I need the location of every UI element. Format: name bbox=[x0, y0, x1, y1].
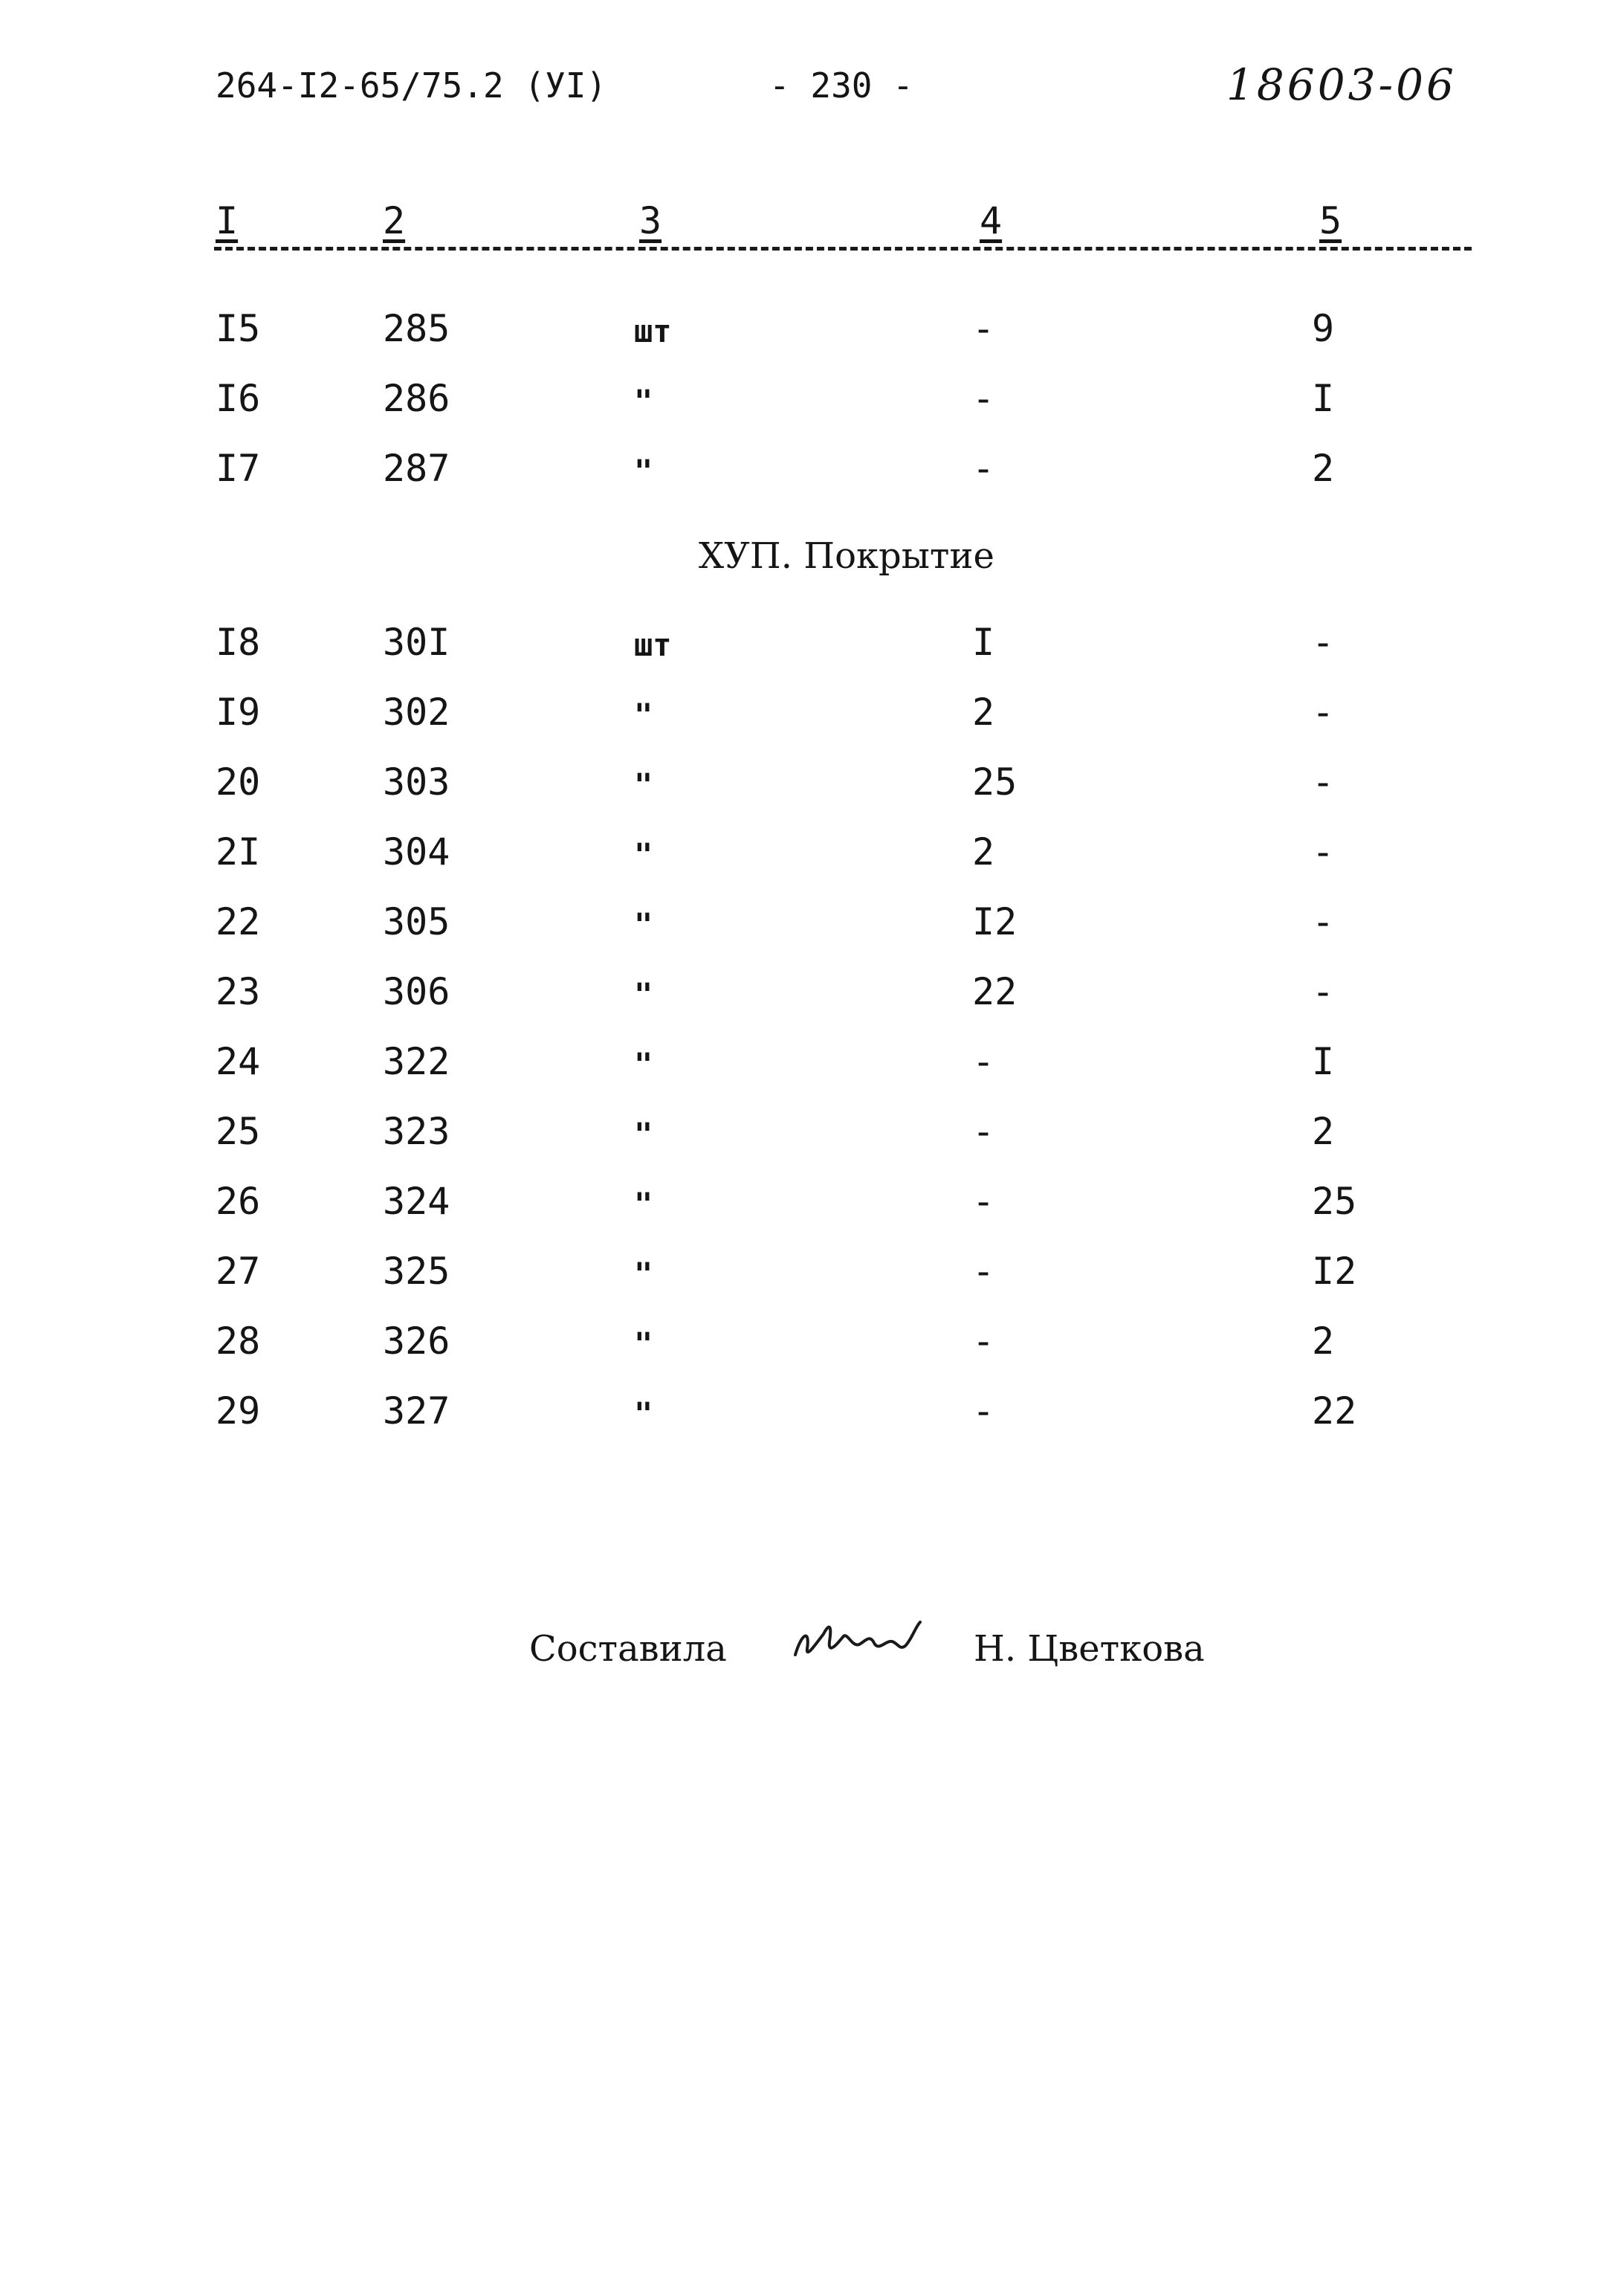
cell-qty-5: - bbox=[1312, 830, 1335, 874]
cell-qty-5: I bbox=[1312, 1040, 1335, 1083]
column-header-4: 4 bbox=[980, 199, 1003, 242]
cell-code: 325 bbox=[383, 1250, 450, 1293]
cell-unit: " bbox=[634, 1116, 653, 1152]
cell-qty-4: - bbox=[972, 1320, 995, 1363]
cell-position: 27 bbox=[216, 1250, 261, 1293]
cell-qty-5: 2 bbox=[1312, 1110, 1335, 1153]
cell-unit: " bbox=[634, 1395, 653, 1432]
cell-qty-5: - bbox=[1312, 621, 1335, 664]
cell-unit: " bbox=[634, 1256, 653, 1292]
cell-qty-5: 2 bbox=[1312, 447, 1335, 490]
cell-qty-4: 22 bbox=[972, 970, 1018, 1013]
document-code: 264-I2-65/75.2 (УI) bbox=[216, 65, 607, 106]
cell-position: 26 bbox=[216, 1180, 261, 1223]
cell-position: 2I bbox=[216, 830, 261, 874]
compiler-name: Н. Цветкова bbox=[974, 1628, 1205, 1670]
cell-qty-5: I bbox=[1312, 377, 1335, 420]
handwritten-signature bbox=[788, 1612, 925, 1671]
cell-position: 29 bbox=[216, 1389, 261, 1433]
cell-code: 327 bbox=[383, 1389, 450, 1433]
cell-qty-5: 2 bbox=[1312, 1320, 1335, 1363]
cell-qty-4: - bbox=[972, 447, 995, 490]
cell-qty-4: - bbox=[972, 1110, 995, 1153]
cell-position: 20 bbox=[216, 761, 261, 804]
cell-code: 324 bbox=[383, 1180, 450, 1223]
cell-code: 285 bbox=[383, 307, 450, 350]
cell-position: 28 bbox=[216, 1320, 261, 1363]
cell-qty-4: - bbox=[972, 1040, 995, 1083]
cell-unit: " bbox=[634, 1325, 653, 1362]
cell-unit: " bbox=[634, 976, 653, 1013]
cell-position: I6 bbox=[216, 377, 261, 420]
archive-number: 18603-06 bbox=[1226, 59, 1457, 110]
header-rule bbox=[214, 247, 1472, 251]
cell-qty-5: I2 bbox=[1312, 1250, 1357, 1293]
cell-qty-4: - bbox=[972, 1389, 995, 1433]
cell-unit: шт bbox=[634, 627, 672, 663]
cell-code: 302 bbox=[383, 691, 450, 734]
cell-code: 305 bbox=[383, 900, 450, 943]
cell-qty-4: I bbox=[972, 621, 995, 664]
cell-position: I8 bbox=[216, 621, 261, 664]
cell-qty-5: - bbox=[1312, 691, 1335, 734]
cell-qty-5: 25 bbox=[1312, 1180, 1357, 1223]
column-header-5: 5 bbox=[1319, 199, 1342, 242]
cell-position: 23 bbox=[216, 970, 261, 1013]
cell-qty-5: - bbox=[1312, 900, 1335, 943]
cell-code: 306 bbox=[383, 970, 450, 1013]
cell-qty-5: - bbox=[1312, 970, 1335, 1013]
cell-qty-4: - bbox=[972, 1180, 995, 1223]
cell-qty-4: - bbox=[972, 377, 995, 420]
column-header-2: 2 bbox=[383, 199, 406, 242]
cell-code: 286 bbox=[383, 377, 450, 420]
cell-position: 22 bbox=[216, 900, 261, 943]
cell-unit: " bbox=[634, 906, 653, 943]
cell-unit: " bbox=[634, 383, 653, 419]
cell-code: 30I bbox=[383, 621, 450, 664]
page-number: - 230 - bbox=[769, 65, 913, 106]
section-title: ХУП. Покрытие bbox=[699, 535, 994, 577]
cell-qty-4: - bbox=[972, 1250, 995, 1293]
cell-code: 323 bbox=[383, 1110, 450, 1153]
cell-position: 25 bbox=[216, 1110, 261, 1153]
cell-code: 322 bbox=[383, 1040, 450, 1083]
cell-position: I5 bbox=[216, 307, 261, 350]
cell-qty-4: 2 bbox=[972, 691, 995, 734]
cell-unit: " bbox=[634, 766, 653, 803]
cell-unit: " bbox=[634, 1186, 653, 1222]
cell-qty-5: 22 bbox=[1312, 1389, 1357, 1433]
cell-position: 24 bbox=[216, 1040, 261, 1083]
column-header-1: I bbox=[216, 199, 239, 242]
column-header-3: 3 bbox=[639, 199, 662, 242]
cell-qty-5: 9 bbox=[1312, 307, 1335, 350]
cell-qty-4: 25 bbox=[972, 761, 1018, 804]
cell-unit: " bbox=[634, 1046, 653, 1082]
cell-unit: шт bbox=[634, 313, 672, 349]
cell-qty-4: I2 bbox=[972, 900, 1018, 943]
cell-qty-4: 2 bbox=[972, 830, 995, 874]
compiled-by-label: Составила bbox=[529, 1628, 727, 1670]
cell-code: 304 bbox=[383, 830, 450, 874]
cell-code: 303 bbox=[383, 761, 450, 804]
cell-unit: " bbox=[634, 697, 653, 733]
cell-qty-5: - bbox=[1312, 761, 1335, 804]
cell-position: I7 bbox=[216, 447, 261, 490]
cell-code: 287 bbox=[383, 447, 450, 490]
cell-qty-4: - bbox=[972, 307, 995, 350]
cell-code: 326 bbox=[383, 1320, 450, 1363]
cell-position: I9 bbox=[216, 691, 261, 734]
cell-unit: " bbox=[634, 453, 653, 489]
cell-unit: " bbox=[634, 836, 653, 873]
